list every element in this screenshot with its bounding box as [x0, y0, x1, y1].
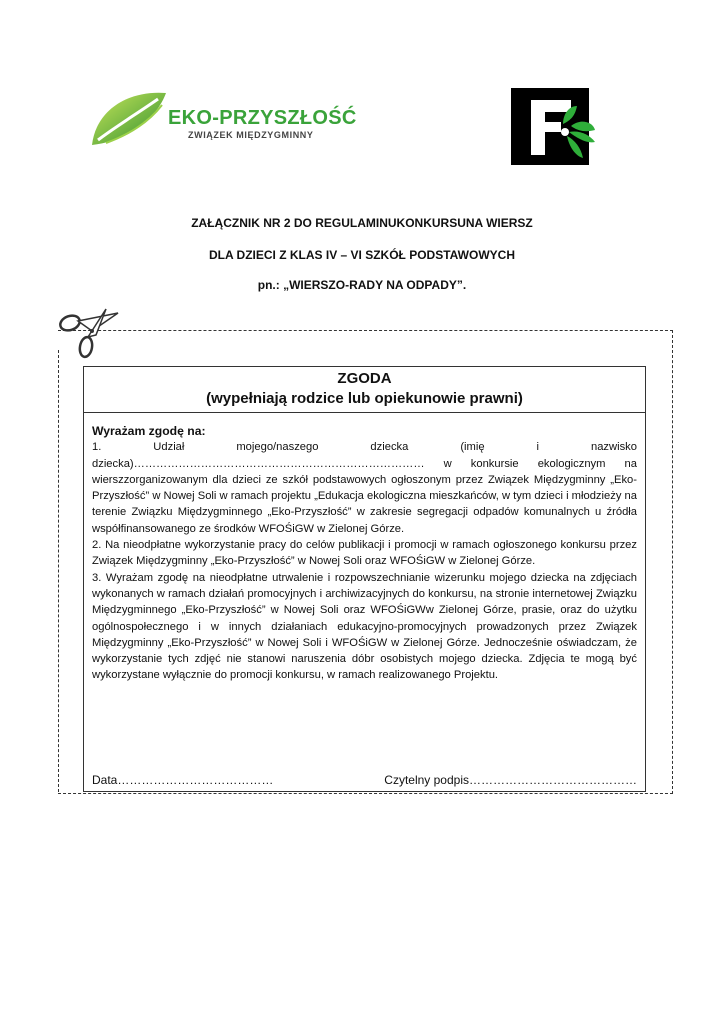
form-title: ZGODA — [337, 370, 392, 387]
contest-name: pn.: „WIERSZO-RADY NA ODPADY”. — [257, 278, 467, 292]
consent-intro: Wyrażam zgodę na: — [92, 424, 206, 438]
consent-paragraph-1: 1. Udział mojego/naszego dziecka (imię i nazwisko dziecka)…………………………………………………………………… w konkursie ekologicznym na wierszzorganizowanym dla dzieci ze szkół podstawowych ogłoszonym przez Związek Międzygminny „Eko-Przyszłość” w Nowej Soli w ramach projektu „Edukacja ekologiczna mieszkańców, w tym dzieci i młodzieży na terenie Związku Międzygminnego „Eko-Przyszłość” w zakresie segregacji odpadów komunalnych u źródła współfinansowanego ze środków WFOŚiGW w Zielonej Górze. — [92, 441, 637, 535]
signature-field-label: Czytelny podpis…………………………………… — [384, 773, 637, 787]
consent-paragraph-3: 3. Wyrażam zgodę na nieodpłatne utrwalenie i rozpowszechnianie wizerunku mojego dziecka na zdjęciach wykonanych w ramach działań promocyjnych i archiwizacyjnych do konkursu, na stronie internetowej Związku Międzygminnego „Eko-Przyszłość” w Nowej Soli oraz WFOŚiGWw Zielonej Górze, prasie, oraz do użytku ogólnospołecznego i w innych działaniach edukacyjno-promocyjnych prowadzonych przez Związek Międzygminny „Eko-Przyszłość” w Nowej Soli i WFOŚiGW w Zielonej Górze. Jednocześnie oświadczam, że wykorzystanie tych zdjęć nie stanowi naruszenia dóbr osobistych mojego dziecka. Zdjęcia te mogą być wykorzystane wyłącznie do promocji konkursu, w ramach realizowanego Projektu. — [92, 571, 637, 682]
green-leaf-icon — [88, 85, 168, 155]
f-chestnut-leaf-icon — [511, 88, 597, 165]
form-header — [84, 367, 645, 413]
logo-name: EKO-PRZYSZŁOŚĆ — [168, 107, 357, 129]
attachment-audience: DLA DZIECI Z KLAS IV – VI SZKÓŁ PODSTAWOWYCH — [208, 248, 515, 262]
scissors-icon — [56, 305, 122, 361]
cut-line-left — [58, 350, 59, 792]
eko-przyszlosc-logo — [88, 85, 357, 155]
signature-row — [92, 773, 637, 787]
consent-form — [83, 366, 646, 792]
form-body — [84, 413, 645, 684]
form-subtitle: (wypełniają rodzice lub opiekunowie prawni) — [206, 390, 523, 407]
attachment-heading: ZAŁĄCZNIK NR 2 DO REGULAMINUKONKURSUNA WIERSZ — [191, 216, 533, 230]
date-field-label: Data………………………………… — [92, 773, 274, 787]
logo-subtitle: ZWIĄZEK MIĘDZYGMINNY — [188, 130, 314, 140]
consent-paragraph-2: 2. Na nieodpłatne wykorzystanie pracy do celów publikacji i promocji w ramach ogłoszonego konkursu przez Związek Międzygminny „Eko-Przyszłość” w Nowej Soli oraz WFOŚiGW w Zielonej Górze. — [92, 539, 637, 568]
